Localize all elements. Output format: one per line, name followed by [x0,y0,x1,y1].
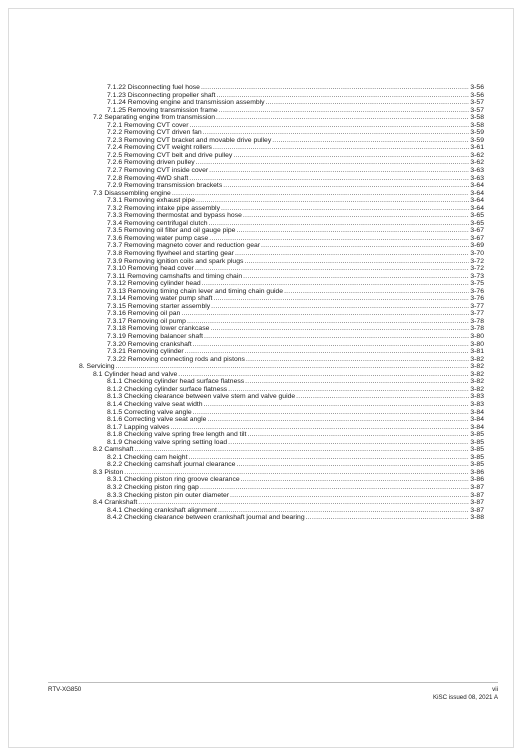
toc-dot-leader [228,386,469,394]
footer-issue: KiSC issued 08, 2021 A [432,694,498,701]
toc-entry-title: 7.1.23 Disconnecting propeller shaft [107,91,216,99]
toc-entry[interactable] [72,92,484,100]
toc-entry-page: 3-87 [470,483,484,491]
toc-dot-leader [204,333,469,341]
toc-dot-leader [124,469,469,477]
toc-dot-leader [207,416,469,424]
toc-entry-title: 7.2.7 Removing CVT inside cover [107,167,209,174]
toc-entry-title: 8.1.7 Lapping valves [107,423,170,431]
toc-entry-title: 8.2.2 Checking camshaft journal clearance [107,461,236,469]
toc-entry-title: 7.3 Disassembling engine [93,189,171,197]
footer-page-number: vii [492,686,498,693]
toc-entry-page: 3-64 [470,189,484,197]
toc-entry[interactable] [72,341,484,349]
toc-dot-leader [209,235,469,243]
toc-entry-page: 3-83 [470,400,484,408]
toc-entry[interactable] [72,371,484,379]
toc-entry-page: 3-78 [470,325,484,333]
toc-entry-page: 3-77 [470,302,484,310]
toc-dot-leader [230,492,469,500]
toc-entry[interactable] [72,182,484,190]
toc-entry-page: 3-64 [470,182,484,190]
toc-entry[interactable] [72,122,484,130]
toc-entry-page: 3-67 [470,227,484,235]
toc-entry[interactable] [72,242,484,250]
toc-entry[interactable] [72,152,484,160]
toc-dot-leader [178,371,469,379]
toc-entry-title: 7.2.8 Removing 4WD shaft [107,174,189,182]
toc-entry-title: 8.1.1 Checking cylinder head surface flatness [107,378,245,386]
toc-entry-title: 7.2.1 Removing CVT cover [107,121,189,129]
toc-dot-leader [243,273,469,281]
toc-entry-page: 3-64 [470,204,484,212]
toc-entry[interactable] [72,107,484,115]
toc-dot-leader [209,220,470,228]
toc-dot-leader [200,484,470,492]
toc-dot-leader [188,454,469,462]
toc-entry[interactable] [72,250,484,258]
toc-entry-title: 7.1.24 Removing engine and transmission assembly [107,99,265,107]
toc-entry-page: 3-87 [470,491,484,499]
toc-dot-leader [196,197,469,205]
toc-entry-page: 3-82 [470,378,484,386]
toc-entry[interactable] [72,393,484,401]
toc-entry-page: 3-67 [470,234,484,242]
toc-entry-title: 8.1 Cylinder head and valve [93,370,178,378]
toc-entry-page: 3-86 [470,468,484,476]
toc-entry-title: 7.2 Separating engine from transmission [93,114,216,122]
toc-dot-leader [213,295,469,303]
toc-entry-title: 7.3.18 Removing lower crankcase [107,325,210,333]
toc-entry[interactable] [72,190,484,198]
toc-entry-title: 8.1.9 Checking valve spring setting load [107,438,228,446]
toc-entry-page: 3-57 [470,99,484,107]
toc-entry-title: 8.3.2 Checking piston ring gap [107,483,199,491]
toc-entry-title: 7.3.4 Removing centrifugal clutch [107,219,208,227]
toc-dot-leader [116,363,470,371]
toc-dot-leader [193,341,470,349]
toc-entry[interactable] [72,333,484,341]
toc-entry-title: 7.3.16 Removing oil pan [107,310,181,318]
toc-dot-leader [196,159,470,167]
toc-dot-leader [241,476,470,484]
toc-entry[interactable] [72,484,484,492]
toc-entry[interactable] [72,212,484,220]
toc-dot-leader [228,439,469,447]
toc-dot-leader [211,303,469,311]
toc-entry[interactable] [72,424,484,432]
toc-entry[interactable] [72,401,484,409]
toc-entry[interactable] [72,84,484,92]
toc-dot-leader [209,167,469,175]
toc-dot-leader [172,190,470,198]
toc-entry-title: 7.1.25 Removing transmission frame [107,106,218,114]
toc-entry[interactable] [72,507,484,515]
toc-entry-page: 3-80 [470,340,484,348]
toc-entry[interactable] [72,303,484,311]
toc-entry[interactable] [72,220,484,228]
toc-dot-leader [221,205,469,213]
toc-entry-title: 7.3.19 Removing balancer shaft [107,333,203,341]
toc-entry-title: 7.2.5 Removing CVT belt and drive pulley [107,151,233,159]
toc-entry[interactable] [72,280,484,288]
toc-dot-leader [187,318,469,326]
toc-entry[interactable] [72,476,484,484]
toc-entry-page: 3-59 [470,129,484,137]
toc-dot-leader [236,227,469,235]
toc-entry-page: 3-78 [470,317,484,325]
toc-entry[interactable] [72,326,484,334]
toc-entry[interactable] [72,167,484,175]
toc-entry[interactable] [72,235,484,243]
toc-entry-title: 7.3.8 Removing flywheel and starting gear [107,250,234,258]
toc-dot-leader [138,499,469,507]
toc-dot-leader [216,92,469,100]
toc-entry-title: 8.1.4 Checking valve seat width [107,400,203,408]
toc-entry-page: 3-84 [470,416,484,424]
toc-entry[interactable] [72,499,484,507]
toc-entry-page: 3-84 [470,408,484,416]
toc-entry-title: 7.3.22 Removing connecting rods and pistons [107,355,245,363]
toc-entry[interactable] [72,310,484,318]
toc-dot-leader [216,114,469,122]
toc-entry[interactable] [72,295,484,303]
toc-entry[interactable] [72,378,484,386]
toc-dot-leader [243,212,470,220]
toc-dot-leader [245,378,469,386]
toc-entry-title: 7.2.9 Removing transmission brackets [107,182,223,190]
toc-entry[interactable] [72,227,484,235]
toc-entry-title: 7.3.2 Removing intake pipe assembly [107,204,220,212]
toc-entry-page: 3-88 [470,514,484,522]
toc-entry-title: 7.3.10 Removing head cover [107,265,194,273]
toc-dot-leader [246,356,469,364]
toc-entry-title: 7.2.6 Removing driven pulley [107,159,195,167]
toc-entry-title: 7.2.4 Removing CVT weight rollers [107,144,212,152]
toc-dot-leader [201,84,469,92]
toc-entry[interactable] [72,431,484,439]
toc-entry-page: 3-72 [470,265,484,273]
toc-dot-leader [218,507,469,515]
toc-entry[interactable] [72,318,484,326]
toc-entry-page: 3-65 [470,219,484,227]
toc-entry[interactable] [72,416,484,424]
toc-entry[interactable] [72,137,484,145]
toc-entry-page: 3-72 [470,257,484,265]
toc-entry-page: 3-82 [470,363,484,371]
toc-dot-leader [189,175,469,183]
toc-entry[interactable] [72,446,484,454]
toc-entry-page: 3-85 [470,453,484,461]
toc-entry[interactable] [72,348,484,356]
toc-dot-leader [170,424,469,432]
toc-entry-title: 8.3.1 Checking piston ring groove clearance [107,476,240,484]
toc-entry-page: 3-76 [470,287,484,295]
toc-entry-title: 7.3.9 Removing ignition coils and spark plugs [107,257,244,265]
toc-entry-page: 3-85 [470,431,484,439]
toc-entry[interactable] [72,461,484,469]
toc-entry-page: 3-56 [470,83,484,91]
toc-entry-page: 3-58 [470,121,484,129]
toc-entry-title: 7.3.5 Removing oil filter and oil gauge pipe [107,227,236,235]
toc-dot-leader [204,401,470,409]
toc-entry[interactable] [72,129,484,137]
toc-entry[interactable] [72,363,484,371]
toc-entry-page: 3-85 [470,461,484,469]
toc-entry-page: 3-69 [470,242,484,250]
toc-entry-page: 3-61 [470,144,484,152]
toc-entry-page: 3-82 [470,385,484,393]
toc-entry-page: 3-65 [470,212,484,220]
toc-dot-leader [189,122,469,130]
toc-dot-leader [306,514,470,522]
toc-entry-page: 3-62 [470,159,484,167]
toc-entry-page: 3-81 [470,348,484,356]
toc-dot-leader [244,258,469,266]
toc-entry-title: 8.2.1 Checking cam height [107,453,188,461]
toc-entry[interactable] [72,454,484,462]
toc-entry-page: 3-70 [470,250,484,258]
toc-dot-leader [202,280,470,288]
toc-entry-title: 8.4.2 Checking clearance between crankshaft journal and bearing [107,514,305,522]
toc-entry-page: 3-82 [470,370,484,378]
toc-dot-leader [219,107,470,115]
toc-dot-leader [203,129,470,137]
toc-entry-title: 8.4 Crankshaft [93,499,138,507]
table-of-contents [72,84,484,522]
toc-entry[interactable] [72,159,484,167]
toc-entry[interactable] [72,197,484,205]
toc-dot-leader [247,431,469,439]
toc-entry[interactable] [72,114,484,122]
toc-entry[interactable] [72,175,484,183]
toc-dot-leader [266,99,470,107]
toc-entry-title: 7.2.2 Removing CVT driven fan [107,129,202,137]
toc-dot-leader [223,182,469,190]
toc-dot-leader [181,310,469,318]
toc-entry[interactable] [72,205,484,213]
toc-entry[interactable] [72,99,484,107]
toc-entry-page: 3-85 [470,446,484,454]
toc-entry-page: 3-86 [470,476,484,484]
footer-model: RTV-XG850 [48,686,82,693]
toc-entry-page: 3-63 [470,167,484,174]
toc-entry-title: 8.2 Camshaft [93,446,134,454]
toc-entry-title: 7.1.22 Disconnecting fuel hose [107,83,200,91]
toc-entry-title: 7.3.17 Removing oil pump [107,317,186,325]
toc-entry-page: 3-84 [470,423,484,431]
toc-entry-title: 8.1.5 Correcting valve angle [107,408,192,416]
toc-dot-leader [193,409,470,417]
toc-entry[interactable] [72,356,484,364]
toc-entry-page: 3-64 [470,197,484,205]
toc-entry-title: 8.1.3 Checking clearance between valve stem and valve guide [107,393,296,401]
toc-dot-leader [134,446,469,454]
toc-entry[interactable] [72,409,484,417]
toc-dot-leader [185,348,470,356]
toc-entry-title: 7.3.13 Removing timing chain lever and timing chain guide [107,287,284,295]
toc-entry[interactable] [72,492,484,500]
toc-entry-title: 7.3.1 Removing exhaust pipe [107,197,196,205]
toc-entry-title: 7.3.14 Removing water pump shaft [107,295,213,303]
toc-entry[interactable] [72,258,484,266]
toc-entry[interactable] [72,439,484,447]
footer-right-block [433,686,498,702]
toc-entry-page: 3-62 [470,151,484,159]
toc-entry-page: 3-56 [470,91,484,99]
toc-dot-leader [210,325,469,333]
toc-entry-title: 7.3.21 Removing cylinder [107,348,184,356]
toc-entry-title: 8.1.8 Checking valve spring free length and tilt [107,431,247,439]
toc-dot-leader [235,250,469,258]
toc-entry-title: 8.3.3 Checking piston pin outer diameter [107,491,230,499]
toc-entry-page: 3-57 [470,106,484,114]
toc-entry-page: 3-87 [470,506,484,514]
toc-entry-title: 8.3 Piston [93,468,124,476]
toc-entry[interactable] [72,265,484,273]
toc-dot-leader [296,393,469,401]
toc-entry[interactable] [72,144,484,152]
toc-entry-title: 7.3.6 Removing water pump case [107,234,209,242]
toc-entry-title: 7.3.7 Removing magneto cover and reduction gear [107,242,261,250]
toc-entry-page: 3-85 [470,438,484,446]
toc-dot-leader [261,242,469,250]
toc-entry[interactable] [72,514,484,522]
toc-entry-title: 8.1.6 Correcting valve seat angle [107,416,207,424]
toc-entry-title: 7.3.12 Removing cylinder head [107,280,201,288]
toc-entry-title: 7.3.15 Removing starter assembly [107,302,211,310]
toc-dot-leader [213,144,469,152]
toc-entry-page: 3-73 [470,272,484,280]
toc-entry-page: 3-87 [470,499,484,507]
toc-entry[interactable] [72,288,484,296]
toc-dot-leader [195,265,469,273]
toc-entry-title: 8.1.2 Checking cylinder surface flatness [107,385,228,393]
toc-entry-page: 3-75 [470,280,484,288]
toc-entry[interactable] [72,386,484,394]
toc-entry-page: 3-83 [470,393,484,401]
toc-entry-title: 7.2.3 Removing CVT bracket and movable drive pulley [107,136,272,144]
toc-entry-title: 8.4.1 Checking crankshaft alignment [107,506,217,514]
toc-entry-title: 7.3.20 Removing crankshaft [107,340,192,348]
toc-entry[interactable] [72,273,484,281]
toc-entry-page: 3-76 [470,295,484,303]
toc-entry-title: 7.3.3 Removing thermostat and bypass hose [107,212,242,220]
toc-entry-title: 8. Servicing [79,363,115,371]
toc-dot-leader [236,461,469,469]
toc-entry-page: 3-80 [470,333,484,341]
toc-entry[interactable] [72,469,484,477]
toc-dot-leader [284,288,469,296]
toc-entry-page: 3-58 [470,114,484,122]
toc-entry-page: 3-59 [470,136,484,144]
footer-divider [48,682,498,683]
toc-entry-page: 3-63 [470,174,484,182]
toc-dot-leader [272,137,469,145]
toc-entry-page: 3-77 [470,310,484,318]
toc-dot-leader [233,152,469,160]
toc-entry-title: 7.3.11 Removing camshafts and timing chain [107,272,243,280]
toc-entry-page: 3-82 [470,355,484,363]
